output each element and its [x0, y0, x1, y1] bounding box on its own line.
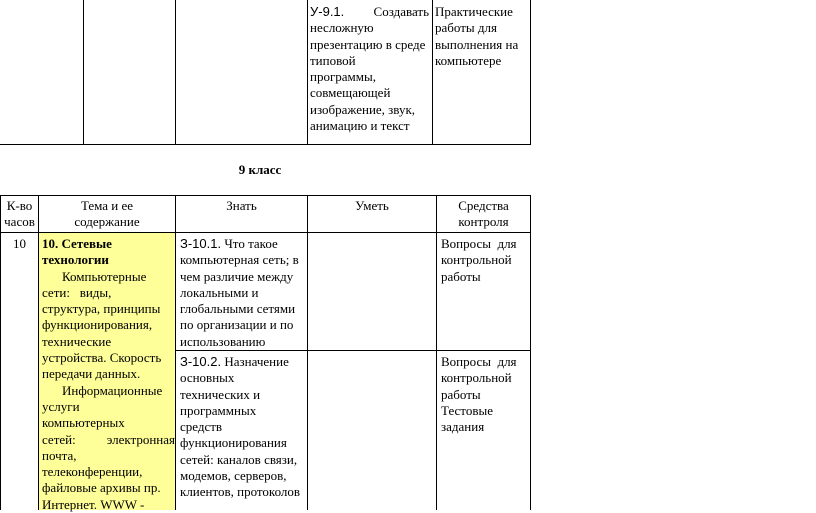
table-border — [176, 350, 531, 351]
topic-line: технические — [42, 333, 112, 349]
know-first-word: Назначение — [224, 354, 289, 369]
control-cell-top — [435, 4, 529, 69]
table-border — [307, 195, 308, 510]
know-cell-1 — [180, 236, 307, 350]
topic-line-split — [42, 432, 175, 448]
topic-line: структура, принципы — [42, 301, 161, 317]
know-line: основных — [180, 370, 235, 386]
top-table-border — [0, 144, 531, 145]
control-line: работы — [441, 386, 481, 402]
header-topic-line: содержание — [74, 214, 140, 230]
top-table-border — [530, 0, 531, 145]
skill-code: У-9.1. — [310, 4, 345, 19]
control-line: компьютере — [435, 52, 502, 68]
skill-line: совмещающей — [310, 85, 391, 101]
skill-line: программы, — [310, 69, 376, 85]
table-border — [436, 195, 437, 510]
skill-first-word: Создавать — [373, 4, 429, 19]
know-line: функционирования — [180, 435, 287, 451]
header-can: Уметь — [355, 198, 389, 213]
know-line: средств — [180, 419, 223, 435]
know-line: компьютерная сеть; в — [180, 252, 299, 268]
control-line: Практические — [435, 4, 513, 19]
know-line: использованию — [180, 333, 266, 349]
topic-line: Интернет. WWW - — [42, 496, 145, 512]
table-border — [38, 195, 39, 510]
know-line: локальными и — [180, 284, 259, 300]
know-line: модемов, серверов, — [180, 468, 287, 484]
topic-title: технологии — [42, 252, 109, 268]
control-line: Вопросы для — [441, 236, 517, 251]
control-line: Тестовые — [441, 402, 493, 418]
know-cell-2 — [180, 354, 307, 501]
topic-line: устройства. Скорость — [42, 350, 162, 366]
hours-cell: 10 — [13, 236, 26, 251]
skill-line: типовой — [310, 52, 356, 68]
topic-line: файловые архивы пр. — [42, 480, 161, 496]
topic-word: электронная — [106, 431, 175, 447]
table-border — [530, 195, 531, 510]
know-first-word: Что такое — [224, 236, 278, 251]
table-border — [0, 195, 531, 196]
table-border — [0, 232, 531, 233]
header-hours-line: часов — [4, 214, 35, 230]
skill-line: изображение, звук, — [310, 101, 416, 117]
header-control — [437, 198, 530, 231]
know-first-line — [180, 354, 307, 370]
top-table-border — [432, 0, 433, 145]
know-line: клиентов, протоколов — [180, 484, 301, 500]
control-cell-2 — [441, 354, 530, 435]
topic-line: передачи данных. — [42, 366, 141, 382]
top-table-border — [175, 0, 176, 145]
control-line: работы — [441, 268, 481, 284]
topic-line: почта, — [42, 447, 77, 463]
topic-line: услуги — [42, 398, 80, 414]
skill-line: анимацию и текст — [310, 118, 410, 134]
know-code: З-10.1. — [180, 236, 222, 251]
control-line: работы для — [435, 20, 497, 36]
control-cell-1 — [441, 236, 530, 285]
section-title: 9 класс — [238, 162, 282, 177]
know-line: программных — [180, 402, 257, 418]
topic-word: сетей: — [42, 431, 76, 447]
control-line: Вопросы для — [441, 354, 517, 369]
header-control-line: Средства — [458, 198, 509, 213]
table-border — [175, 195, 176, 510]
control-line: контрольной — [441, 370, 512, 386]
skill-first-line — [310, 4, 429, 20]
control-line: контрольной — [441, 252, 512, 268]
know-first-line — [180, 236, 307, 252]
topic-line: функционирования, — [42, 317, 153, 333]
know-line: по организации и по — [180, 317, 294, 333]
header-hours — [1, 198, 38, 231]
topic-line: Компьютерные — [62, 268, 147, 284]
header-know: Знать — [226, 198, 257, 213]
header-hours-line: К-во — [6, 198, 33, 213]
control-line: выполнения на — [435, 36, 519, 52]
topic-line: телеконференции, — [42, 464, 143, 480]
topic-title: 10. Сетевые — [42, 236, 112, 251]
skill-line: несложную — [310, 20, 374, 36]
skill-cell — [310, 4, 429, 134]
skill-line: презентацию в среде — [310, 36, 426, 52]
topic-line: компьютерных — [42, 415, 125, 431]
topic-line: сети: виды, — [42, 284, 112, 300]
header-topic — [39, 198, 175, 231]
know-code: З-10.2. — [180, 354, 222, 369]
control-line: задания — [441, 419, 485, 435]
know-line: технических и — [180, 386, 261, 402]
topic-line: Информационные — [62, 382, 163, 398]
header-topic-line: Тема и ее — [80, 198, 134, 213]
top-table-border — [307, 0, 308, 145]
top-table-border — [83, 0, 84, 145]
topic-cell — [42, 236, 175, 513]
header-control-line: контроля — [458, 214, 509, 230]
know-line: сетей: каналов связи, — [180, 451, 298, 467]
know-line: чем различие между — [180, 268, 294, 284]
know-line: глобальными сетями — [180, 301, 296, 317]
